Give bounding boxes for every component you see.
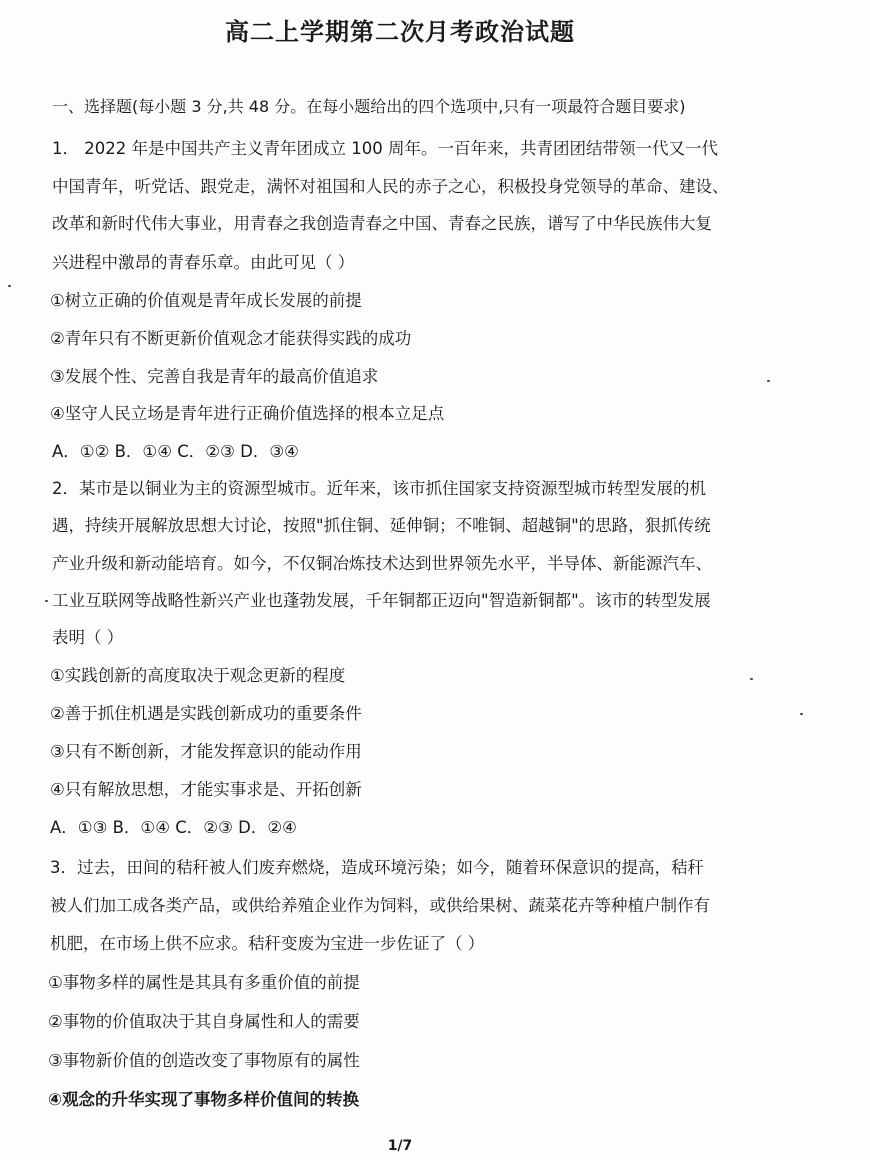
q2-option-1: ①实践创新的高度取决于观念更新的程度 [50, 666, 346, 685]
q1-stem-line-1: 1． 2022 年是中国共产主义青年团成立 100 周年。一百年来，共青团团结带领一代又一代 [52, 139, 718, 158]
q2-answer-choices: A．①③ B．①④ C．②③ D．②④ [50, 818, 297, 837]
q2-option-3: ③只有不断创新，才能发挥意识的能动作用 [50, 742, 362, 761]
q1-stem-line-3: 改革和新时代伟大事业，用青春之我创造青春之中国、青春之民族，谱写了中华民族伟大复 [52, 214, 712, 233]
q1-stem-line-2: 中国青年，听党话、跟党走，满怀对祖国和人民的赤子之心，积极投身党领导的革命、建设、 [52, 177, 729, 196]
q2-stem-line-3: 产业升级和新动能培育。如今，不仅铜冶炼技术达到世界领先水平，半导体、新能源汽车、 [52, 554, 712, 573]
q2-stem-line-4: 工业互联网等战略性新兴产业也蓬勃发展，千年铜都正迈向"智造新铜都"。该市的转型发展 [52, 591, 711, 610]
q1-option-2: ②青年只有不断更新价值观念才能获得实践的成功 [50, 329, 412, 348]
q3-stem-line-2: 被人们加工成各类产品，或供给养殖企业作为饲料，或供给果树、蔬菜花卉等种植户制作有 [50, 896, 710, 915]
q1-option-4: ④坚守人民立场是青年进行正确价值选择的根本立足点 [50, 404, 445, 423]
q2-stem-line-1: 2．某市是以铜业为主的资源型城市。近年来，该市抓住国家支持资源型城市转型发展的机 [52, 479, 706, 498]
q2-stem-line-2: 遇，持续开展解放思想大讨论，按照"抓住铜、延伸铜；不唯铜、超越铜"的思路，狠抓传统 [52, 516, 711, 535]
q3-stem-line-1: 3．过去，田间的秸秆被人们废弃燃烧，造成环境污染；如今，随着环保意识的提高，秸秆 [50, 858, 704, 877]
q1-option-1: ①树立正确的价值观是青年成长发展的前提 [50, 291, 362, 310]
q2-option-4: ④只有解放思想，才能实事求是、开拓创新 [50, 780, 362, 799]
scan-speck [750, 678, 753, 680]
q1-answer-choices: A．①② B．①④ C．②③ D．③④ [52, 442, 299, 461]
section-heading: 一、选择题(每小题 3 分,共 48 分。在每小题给出的四个选项中,只有一项最符合题目要求) [52, 97, 686, 116]
q3-option-3: ③事物新价值的创造改变了事物原有的属性 [48, 1051, 360, 1070]
q3-stem-line-3: 机肥，在市场上供不应求。秸秆变废为宝进一步佐证了（ ） [50, 934, 485, 953]
scan-speck [45, 600, 48, 602]
q3-option-2: ②事物的价值取决于其自身属性和人的需要 [48, 1012, 360, 1031]
q2-option-2: ②善于抓住机遇是实践创新成功的重要条件 [50, 704, 362, 723]
q1-stem-line-4: 兴进程中激昂的青春乐章。由此可见（ ） [52, 253, 355, 272]
q2-stem-line-5: 表明（ ） [52, 628, 124, 647]
q3-option-1: ①事物多样的属性是其具有多重价值的前提 [48, 973, 360, 992]
q1-option-3: ③发展个性、完善自我是青年的最高价值追求 [50, 367, 379, 386]
scan-speck [767, 380, 770, 382]
scan-speck [800, 713, 803, 715]
page-number: 1/7 [387, 1138, 413, 1154]
q3-option-4: ④观念的升华实现了事物多样价值间的转换 [48, 1090, 359, 1109]
exam-title: 高二上学期第二次月考政治试题 [225, 18, 575, 46]
scan-speck [8, 285, 11, 287]
